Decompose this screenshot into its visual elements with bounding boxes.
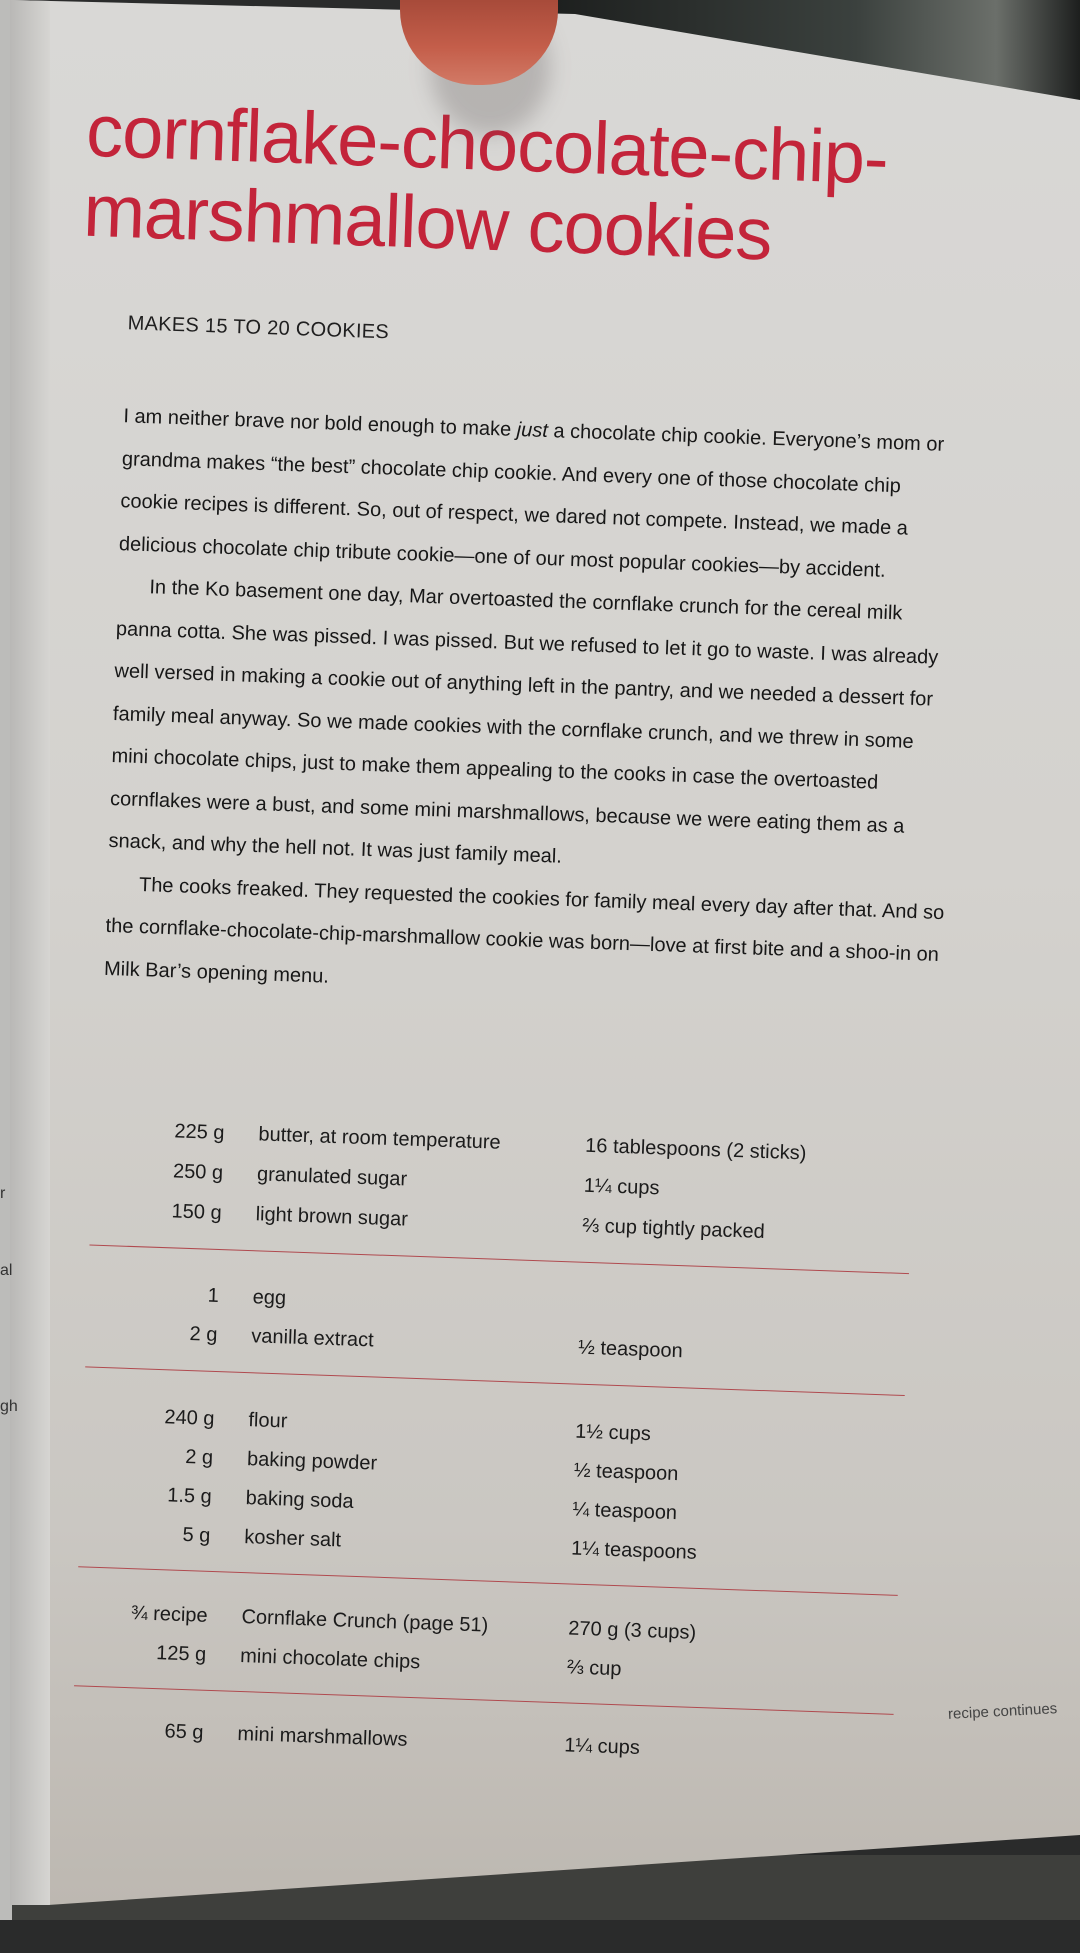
ingredient-volume: 1¼ teaspoons <box>570 1537 698 1564</box>
ingredient-name: vanilla extract <box>251 1325 374 1352</box>
ingredient-name: mini marshmallows <box>237 1722 408 1751</box>
ingredient-amount: 2 g <box>189 1323 218 1347</box>
ingredient-amount: 125 g <box>155 1642 207 1666</box>
margin-fragment: gh <box>0 1398 18 1415</box>
margin-fragment: r <box>0 1185 6 1202</box>
ingredient-amount: 240 g <box>164 1406 215 1430</box>
ingredient-volume: 1½ cups <box>574 1420 652 1446</box>
intro-paragraph-1: I am neither brave nor bold enough to make just a chocolate chip cookie. Everyone’s mom or grandma makes “the best” chocolate chip cookie. And every one of those chocolate chip cookie recipes is different. So, out of respect, we dared not compete. Instead, we made a delicious chocolate chip tribute cookie—one of our most popular cookies—by accident. <box>118 405 945 582</box>
ingredient-name: Cornflake Crunch (page 51) <box>241 1606 489 1637</box>
ingredient-name: kosher salt <box>243 1526 342 1552</box>
ingredient-name: butter, at room temperature <box>258 1123 502 1154</box>
ingredient-volume: ½ teaspoon <box>573 1459 679 1486</box>
ingredient-name: light brown sugar <box>255 1203 409 1231</box>
ingredient-amount: 150 g <box>171 1200 223 1225</box>
ingredient-amount: ¾ recipe <box>130 1602 208 1627</box>
margin-fragment: al <box>0 1262 13 1279</box>
ingredient-volume: 1¼ cups <box>583 1174 660 1200</box>
ingredient-row <box>0 1713 960 1776</box>
ingredient-amount: 225 g <box>174 1120 225 1145</box>
ingredient-volume: 16 tablespoons (2 sticks) <box>584 1134 807 1165</box>
recipe-yield: MAKES 15 TO 20 COOKIES <box>127 312 390 344</box>
ingredient-volume: ½ teaspoon <box>577 1336 684 1363</box>
ingredient-volume: ⅔ cup <box>566 1656 622 1681</box>
ingredient-name: mini chocolate chips <box>239 1645 421 1674</box>
ingredient-name: egg <box>252 1286 287 1310</box>
ingredient-amount: 2 g <box>184 1445 214 1469</box>
ingredient-amount: 1 <box>207 1284 220 1308</box>
ingredient-name: flour <box>248 1409 288 1433</box>
ingredient-volume: 1¼ cups <box>563 1734 641 1760</box>
ingredient-name: granulated sugar <box>256 1163 408 1191</box>
ingredient-name: baking soda <box>245 1487 354 1513</box>
ingredient-amount: 1.5 g <box>166 1484 213 1508</box>
intro-paragraph-3: The cooks freaked. They requested the cookies for family meal every day after that. And so the cornflake-chocolate-chip-marshmallow cookie was born—love at first bite and a shoo-in on Milk Bar’s opening menu. <box>103 873 945 988</box>
ingredient-name: baking powder <box>246 1448 378 1475</box>
title-line-1: cornflake-chocolate-chip- <box>84 88 890 200</box>
recipe-intro <box>103 395 963 1019</box>
title-line-2: marshmallow cookies <box>82 168 773 276</box>
ingredient-amount: 65 g <box>164 1720 204 1744</box>
ingredient-volume: ⅔ cup tightly packed <box>582 1214 766 1244</box>
ingredient-volume: ¼ teaspoon <box>572 1498 678 1525</box>
ingredient-amount: 5 g <box>182 1523 211 1547</box>
ingredient-volume: 270 g (3 cups) <box>567 1617 697 1644</box>
ingredient-amount: 250 g <box>172 1160 224 1185</box>
intro-paragraph-2: In the Ko basement one day, Mar overtoasted the cornflake crunch for the cereal milk panna cotta. She was pissed. I was pissed. But we refused to let it go to waste. I was already well versed in making a cookie out of anything left in the pantry, and we needed a dessert for family meal anyway. So we made cookies with the cornflake crunch, and we threw in some mini chocolate chips, just to make them appealing to the cooks in case the overtoasted cornflakes were a bust, and some mini marshmallows, because we were eating them as a snack, and why the hell not. It was just family meal. <box>108 576 939 868</box>
recipe-continues-note: recipe continues <box>947 1700 1058 1723</box>
